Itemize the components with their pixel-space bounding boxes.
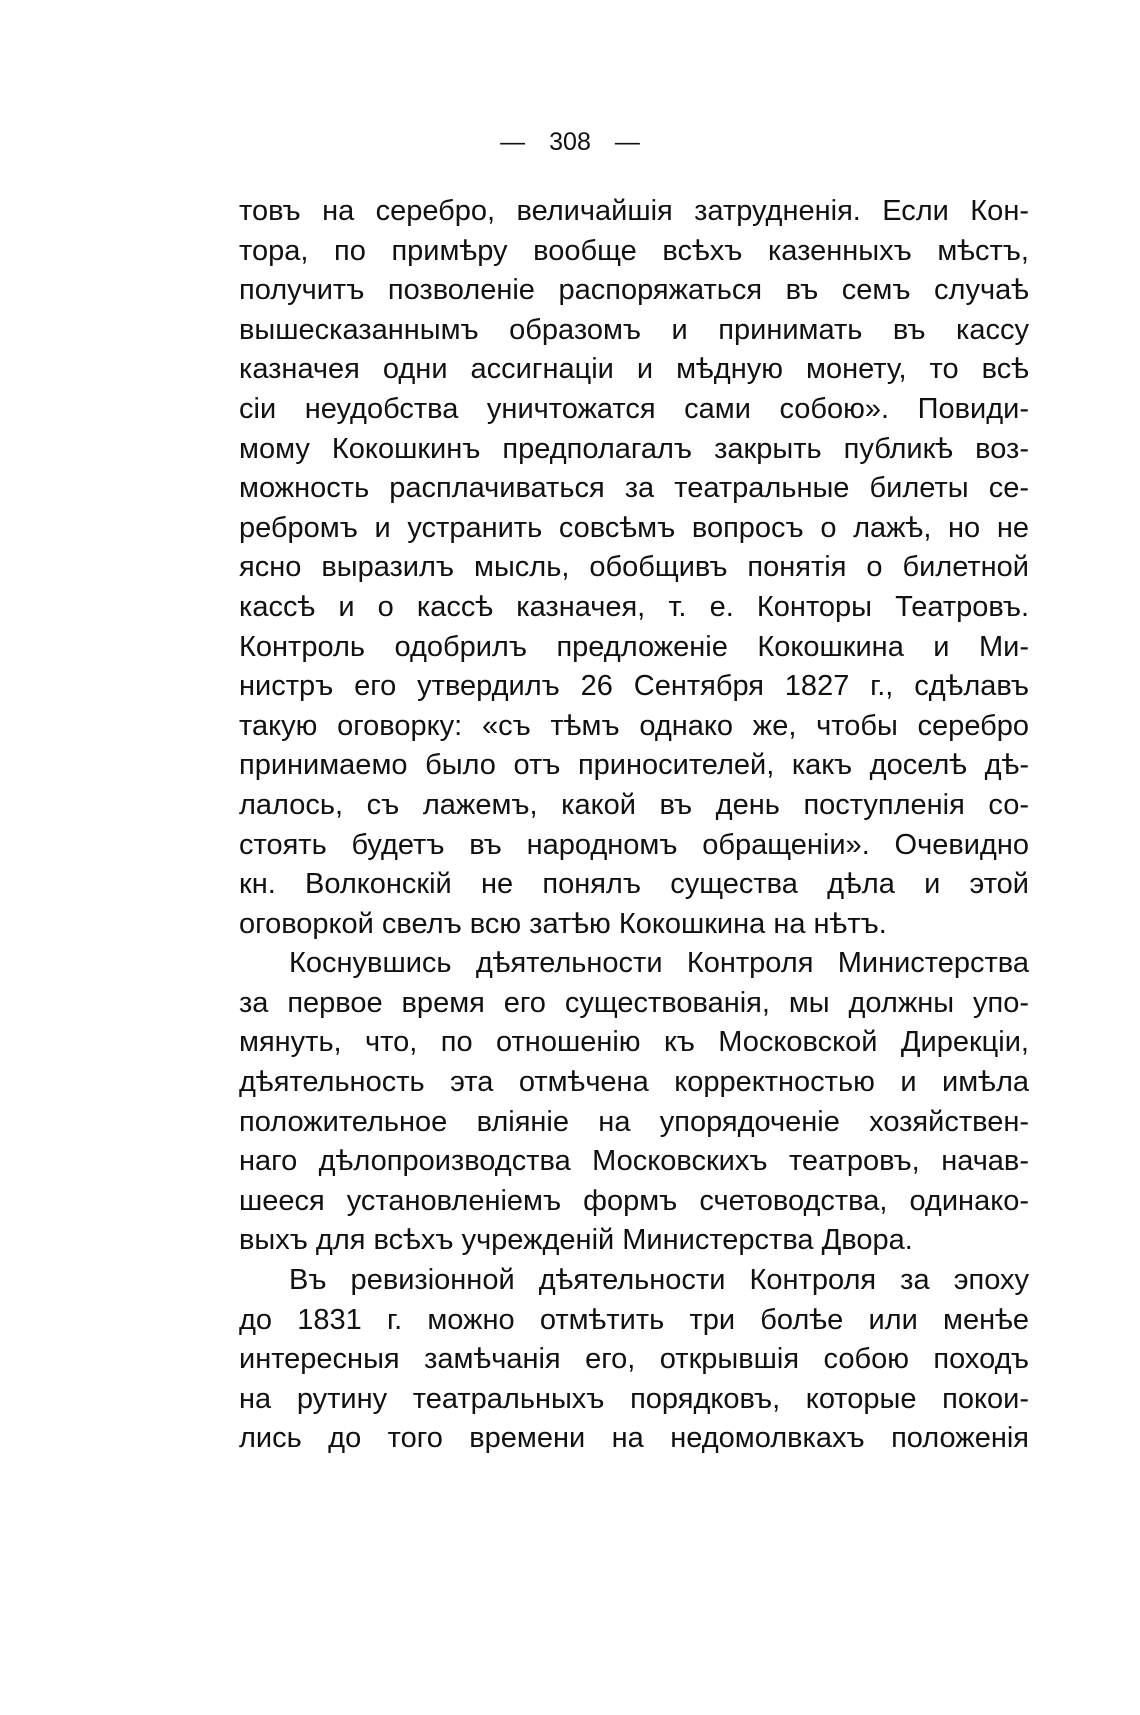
text-line: наго дѣлопроизводства Московскихъ театровъ, начав- [239, 1145, 1029, 1178]
text-line: лалось, съ лажемъ, какой въ день поступленія со- [239, 788, 1029, 821]
text-line: вышесказаннымъ образомъ и принимать въ кассу [239, 313, 1029, 346]
text-line: кн. Волконскій не понялъ существа дѣла и этой [239, 868, 1029, 901]
page-number [0, 124, 1140, 160]
text-line: нистръ его утвердилъ 26 Сентября 1827 г., сдѣлавъ [239, 670, 1029, 703]
paragraph [239, 1261, 1029, 1459]
page-number-dash-right: — [614, 128, 640, 156]
page-number-dash-left: — [500, 128, 526, 156]
text-line: Въ ревизіонной дѣятельности Контроля за эпоху [289, 1264, 1029, 1297]
text-line: казначея одни ассигнаціи и мѣдную монету, то всѣ [239, 353, 1029, 386]
text-line: товъ на серебро, величайшія затрудненія. Если Кон- [239, 195, 1029, 227]
text-line: оговоркой свелъ всю затѣю Кокошкина на нѣтъ. [239, 907, 887, 940]
text-line: получитъ позволеніе распоряжаться въ семъ случаѣ [239, 274, 1029, 307]
text-line: на рутину театральныхъ порядковъ, которые покои- [239, 1382, 1029, 1415]
text-line: дѣятельность эта отмѣчена корректностью и имѣла [239, 1066, 1029, 1099]
text-line: принимаемо было отъ приносителей, какъ доселѣ дѣ- [239, 749, 1029, 782]
text-line: за первое время его существованія, мы должны упо- [239, 986, 1029, 1019]
text-line: шееся установленіемъ формъ счетоводства, одинако- [239, 1184, 1029, 1217]
text-line: стоять будетъ въ народномъ обращеніи». Очевидно [239, 828, 1029, 861]
text-line: Коснувшись дѣятельности Контроля Министерства [289, 947, 1029, 980]
text-line: до 1831 г. можно отмѣтить три болѣе или менѣе [239, 1303, 1029, 1336]
text-line: выхъ для всѣхъ учрежденій Министерства Двора. [239, 1224, 913, 1257]
text-line: положительное вліяніе на упорядоченіе хозяйствен- [239, 1105, 1029, 1138]
paragraph [239, 944, 1029, 1261]
page-number-value: 308 [549, 128, 591, 156]
text-line: можность расплачиваться за театральные билеты се- [239, 472, 1029, 505]
text-line: такую оговорку: «съ тѣмъ однако же, чтобы серебро [239, 709, 1029, 742]
text-line: мому Кокошкинъ предполагалъ закрыть публикѣ воз- [239, 432, 1029, 465]
text-line: кассѣ и о кассѣ казначея, т. е. Конторы Театровъ. [239, 590, 1029, 623]
text-line: ясно выразилъ мысль, обобщивъ понятія о билетной [239, 551, 1029, 584]
text-line: интересныя замѣчанія его, открывшія собою походъ [239, 1343, 1029, 1376]
text-line: Контроль одобрилъ предложеніе Кокошкина и Ми- [239, 630, 1029, 663]
body-text [239, 192, 1029, 1459]
text-line: сіи неудобства уничтожатся сами собою». Повиди- [239, 392, 1029, 425]
text-line: мянуть, что, по отношенію къ Московской Дирекціи, [239, 1026, 1029, 1059]
text-line: тора, по примѣру вообще всѣхъ казенныхъ мѣстъ, [239, 234, 1029, 267]
text-line: лись до того времени на недомолвкахъ положенія [239, 1422, 1029, 1455]
text-line: ребромъ и устранить совсѣмъ вопросъ о лажѣ, но не [239, 511, 1029, 544]
paragraph [239, 192, 1029, 944]
